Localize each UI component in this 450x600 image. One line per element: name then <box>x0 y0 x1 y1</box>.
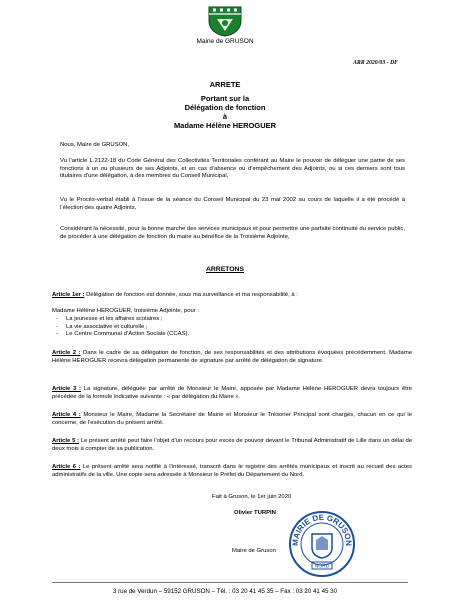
article-5-label: Article 5 : <box>52 438 80 444</box>
list-item: - La vie associative et culturelle ; <box>66 324 406 332</box>
article-1-label: Article 1er : <box>52 292 85 298</box>
article-1-person: Madame Hélène HEROGUER, troisième Adjointe, pour : <box>52 308 200 314</box>
preamble-vu-2: Vu le Procès-verbal établi à l’issue de la séance du Conseil Municipal du 23 mai 2002 au cours de laquelle il a été procédé à l’élection des quatre Adjoints, <box>60 197 405 211</box>
article-3-text: La signature, déléguée par arrêté de Monsieur le Maire, apposée par Madame Hélène HEROGUER devra toujours être précédée de la formule indicative suivante : « par délégation du Maire ». <box>52 386 412 400</box>
preamble-intro: Nous, Maire de GRUSON, <box>60 142 130 148</box>
article-1-list <box>56 316 406 339</box>
article-6 <box>52 464 412 479</box>
article-4 <box>52 412 412 427</box>
signatory-name: Olivier TURPIN <box>234 510 276 516</box>
subtitle-line-2: Délégation de fonction <box>184 103 266 112</box>
article-2-label: Article 2 : <box>52 350 81 356</box>
signatory-role: Maire de Gruson <box>232 548 276 554</box>
coat-of-arms-icon <box>205 5 245 37</box>
article-3 <box>52 386 412 401</box>
document-title: ARRETE <box>209 80 241 89</box>
article-2 <box>52 350 412 365</box>
arretons-heading: ARRETONS <box>205 266 245 273</box>
mairie-heading: Mairie de GRUSON <box>196 38 254 45</box>
mairie-seal-icon <box>288 510 356 578</box>
article-5-text: Le présent arrêté peut faire l’objet d’un recours pour excès de pouvoir devant le Tribunal Administratif de Lille dans un délai de deux mois à compter de sa publication. <box>52 438 413 452</box>
preamble-vu-1: Vu l’article L.2122-18 du Code Général des Collectivités Territoriales conférant au Maire le pouvoir de déléguer une partie de ses fonctions à un ou plusieurs de ses Adjoints, et en cas d’absence ou d’empêchement des Adjoints, ou si ces derniers sont tous titulaires d’une délégation, à des membres du Conseil Municipal, <box>60 158 405 180</box>
footer-divider <box>52 582 408 583</box>
preamble-considerant: Considérant la nécessité, pour la bonne marche des services municipaux et pour permettre une parfaite continuité du service public, de procéder à une délégation de fonction du maire au bénéfice de la Troisième Adjointe, <box>60 226 405 240</box>
signature-date: Fait à Gruson, le 1er juin 2020 <box>212 494 292 500</box>
subtitle-line-3: à <box>222 112 228 121</box>
seal-text: MAIRIE DE GRUSON <box>290 512 354 547</box>
article-6-label: Article 6 : <box>52 464 81 470</box>
article-3-label: Article 3 : <box>52 386 81 392</box>
article-1 <box>52 292 412 300</box>
article-4-text: Monsieur le Maire, Madame la Secrétaire de Mairie et Monsieur le Trésorier Principal sont chargés, chacun en ce qui le concerne, de l’exécution du présent arrêté. <box>52 412 412 426</box>
article-6-text: Le présent arrêté sera notifié à l’intéressé, transcrit dans le registre des arrêtés municipaux et inscrit au recueil des actes administratifs de la ville. Une copie sera adressée à Monsieur le Préfet du Département du Nord. <box>52 464 412 478</box>
article-2-text: Dans le cadre de sa délégation de fonction, de ses responsabilités et des attributions évoquées précédemment, Madame Hélène HEROGUER recevra délégation permanente de signature par arrêté de délégation de signature. <box>52 350 412 364</box>
article-5 <box>52 438 412 453</box>
list-item: - La jeunesse et les affaires scolaires ; <box>66 316 406 324</box>
subtitle-line-1: Portant sur la <box>200 94 250 103</box>
list-item: - Le Centre Communal d’Action Sociale (CCAS). <box>66 331 406 339</box>
footer-address: 3 rue de Verdun – 59152 GRUSON – Tél. : 03 20 41 45 35 – Fax : 03 20 41 45 30 <box>112 588 338 595</box>
document-reference: ARR 2020/03 - DF <box>353 60 398 66</box>
seal-subtext: NORD <box>314 563 330 570</box>
article-1-text: Délégation de fonction est donnée, sous ma surveillance et ma responsabilité, à : <box>86 292 298 298</box>
subtitle-line-4: Madame Hélène HEROGUER <box>173 121 277 130</box>
article-4-label: Article 4 : <box>52 412 81 418</box>
